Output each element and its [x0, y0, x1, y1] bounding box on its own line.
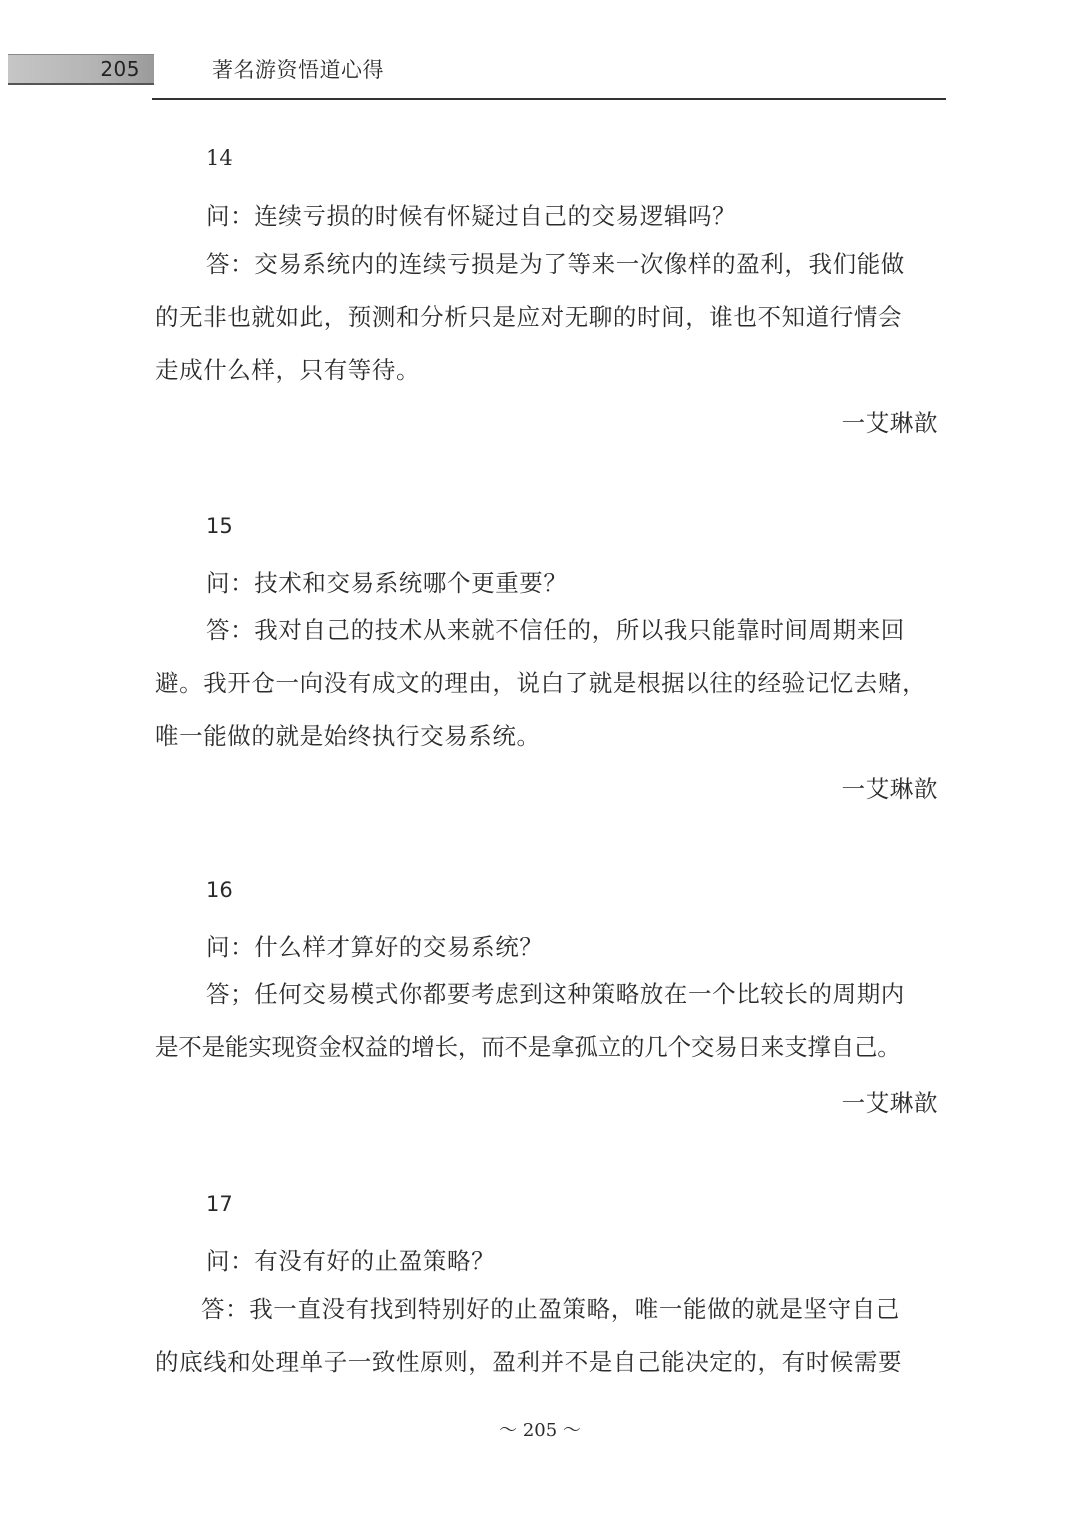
answer-line: 答：交易系统内的连续亏损是为了等来一次像样的盈利，我们能做	[206, 250, 905, 278]
footer-page-number: ～ 205 ～	[499, 1420, 581, 1441]
section-signature: 一艾琳歆	[841, 409, 938, 437]
section-number: 17	[206, 1192, 233, 1216]
section-signature: 一艾琳歆	[841, 1089, 938, 1117]
answer-line: 答：我对自己的技术从来就不信任的，所以我只能靠时间周期来回	[206, 616, 905, 644]
section-number: 15	[206, 514, 233, 538]
section-answer	[155, 604, 945, 763]
header-page-number: 205	[100, 57, 140, 81]
answer-line: 避。我开仓一向没有成文的理由，说白了就是根据以往的经验记忆去赌，	[155, 669, 927, 697]
header-book-title: 著名游资悟道心得	[212, 58, 384, 82]
answer-line: 答；任何交易模式你都要考虑到这种策略放在一个比较长的周期内	[206, 980, 905, 1008]
section-question: 问：有没有好的止盈策略？	[206, 1247, 496, 1275]
answer-line: 唯一能做的就是始终执行交易系统。	[155, 722, 541, 750]
section-answer	[155, 1283, 945, 1389]
section-question: 问：技术和交易系统哪个更重要？	[206, 569, 568, 597]
section-signature: 一艾琳歆	[841, 775, 938, 803]
answer-line: 的无非也就如此，预测和分析只是应对无聊的时间，谁也不知道行情会	[155, 303, 903, 331]
section-answer	[155, 238, 945, 397]
section-question: 问：连续亏损的时候有怀疑过自己的交易逻辑吗？	[206, 202, 737, 230]
answer-line: 走成什么样，只有等待。	[155, 356, 421, 384]
header-divider	[152, 98, 946, 100]
section-answer	[155, 968, 945, 1074]
answer-line: 的底线和处理单子一致性原则，盈利并不是自己能决定的，有时候需要	[155, 1348, 903, 1376]
answer-line: 是不是能实现资金权益的增长，而不是拿孤立的几个交易日来支撑自己。	[155, 1033, 901, 1061]
section-number: 16	[206, 878, 233, 902]
section-question: 问：什么样才算好的交易系统？	[206, 933, 544, 961]
header-page-tab	[8, 54, 154, 85]
section-number: 14	[206, 146, 233, 170]
answer-line: 答：我一直没有找到特别好的止盈策略，唯一能做的就是坚守自己	[201, 1295, 900, 1323]
